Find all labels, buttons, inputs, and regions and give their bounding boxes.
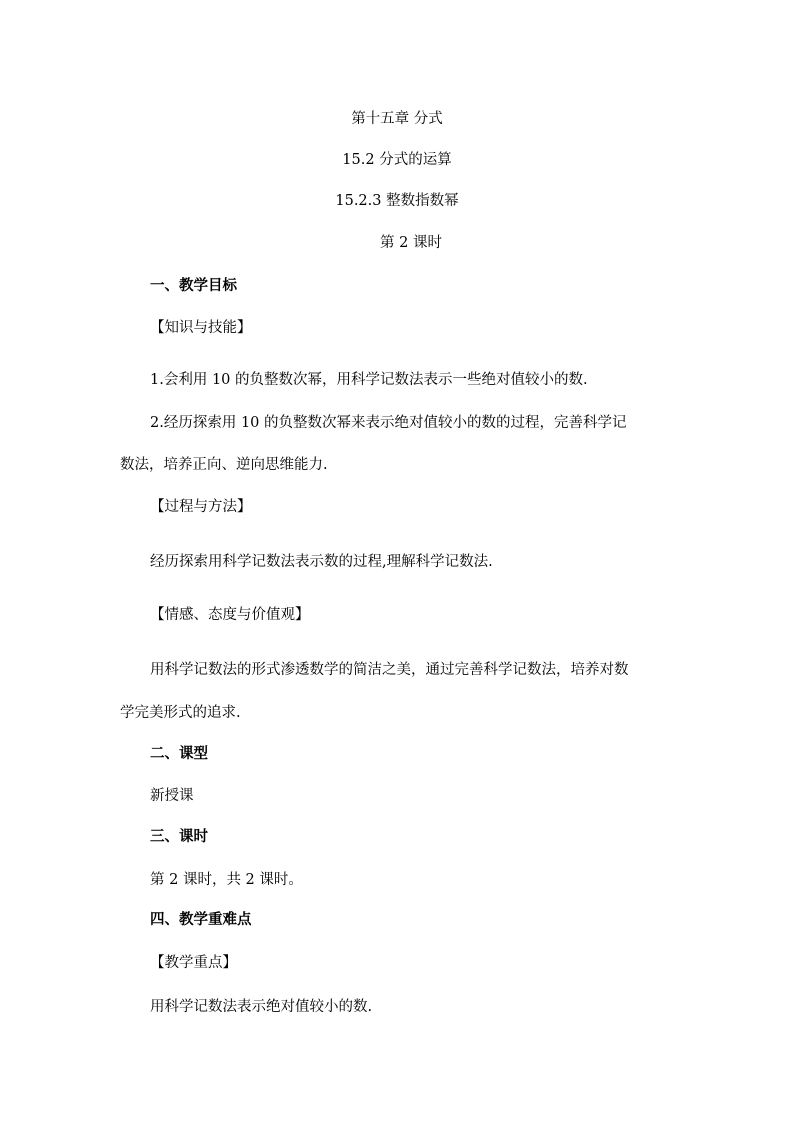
- lesson-type-heading: 二、课型: [150, 745, 208, 762]
- key-points-heading: 四、教学重难点: [150, 911, 252, 928]
- lesson-title: 第 2 课时: [380, 235, 442, 251]
- subsection-title: 15.2.3 整数指数幂: [335, 193, 459, 209]
- knowledge-item-1: 1.会利用 10 的负整数次幂，用科学记数法表示一些绝对值较小的数.: [150, 372, 588, 388]
- key-points-text: 用科学记数法表示绝对值较小的数.: [150, 999, 373, 1015]
- knowledge-item-2-line-2: 数法，培养正向、逆向思维能力.: [120, 457, 328, 473]
- key-points-label: 【教学重点】: [150, 955, 237, 971]
- knowledge-item-2-line-1: 2.经历探索用 10 的负整数次幂来表示绝对值较小的数的过程，完善科学记: [150, 415, 627, 431]
- lesson-type-text: 新授课: [150, 788, 194, 804]
- periods-text: 第 2 课时，共 2 课时。: [150, 872, 303, 888]
- periods-heading: 三、课时: [150, 828, 208, 845]
- process-text: 经历探索用科学记数法表示数的过程,理解科学记数法.: [150, 554, 493, 570]
- emotion-label: 【情感、态度与价值观】: [150, 607, 310, 623]
- emotion-line-1: 用科学记数法的形式渗透数学的简洁之美，通过完善科学记数法，培养对数: [150, 662, 629, 678]
- knowledge-label: 【知识与技能】: [150, 320, 252, 336]
- process-label: 【过程与方法】: [150, 499, 252, 515]
- emotion-line-2: 学完美形式的追求.: [120, 705, 241, 721]
- chapter-title: 第十五章 分式: [351, 111, 443, 127]
- objectives-heading: 一、教学目标: [150, 277, 237, 294]
- section-title: 15.2 分式的运算: [342, 152, 452, 168]
